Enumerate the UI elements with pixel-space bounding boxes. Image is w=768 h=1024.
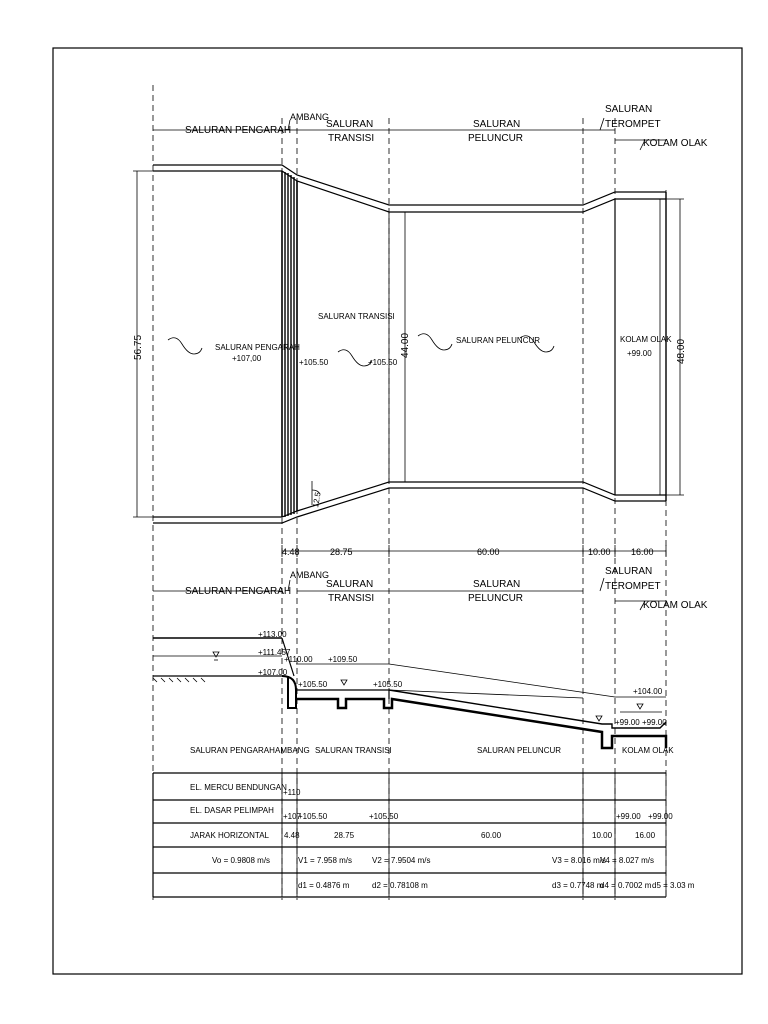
plan-title-peluncur-1: SALURAN	[473, 119, 521, 130]
plan-top-wall-inner	[153, 171, 666, 212]
el-104: +104.00	[633, 687, 663, 696]
cell-mercu-ambang: +110	[283, 788, 301, 797]
profile-title-peluncur-2: PELUNCUR	[468, 593, 524, 604]
plan-title-transisi-1: SALURAN	[326, 119, 374, 130]
profile-title-peluncur-1: SALURAN	[473, 579, 521, 590]
flow-arrow-icon	[338, 350, 372, 366]
plan-peluncur-name: SALURAN PELUNCUR	[456, 336, 541, 345]
velocity-v4: V4 = 8.027 m/s	[600, 856, 655, 865]
depth-d1: d1 = 0.4876 m	[298, 881, 350, 890]
plan-title-ambang: AMBANG	[290, 112, 330, 122]
el-109-5: +109.50	[328, 655, 358, 664]
plan-bottom-wall	[153, 488, 666, 523]
cell-jarak-transisi: 28.75	[334, 831, 355, 840]
plan-transisi-name: SALURAN TRANSISI	[318, 312, 395, 321]
plan-bottom-wall-inner	[153, 482, 666, 517]
el-111: +111.457	[258, 648, 291, 657]
data-table	[153, 773, 695, 897]
el-107: +107.00	[258, 668, 288, 677]
plan-title-terompet-2: TEROMPET	[605, 119, 661, 130]
el-105-5b: +105.50	[373, 680, 403, 689]
plan-kolam-el: +99.00	[627, 349, 652, 358]
plan-width-left: 56.75	[133, 334, 144, 360]
cell-jarak-kolam: 16.00	[635, 831, 656, 840]
plan-title-terompet-1: SALURAN	[605, 104, 653, 115]
plan-pengarah-name: SALURAN PENGARAH	[215, 343, 300, 352]
plan-kolam-name: KOLAM OLAK	[620, 335, 672, 344]
profile-view	[153, 566, 708, 755]
peluncur-water-line	[389, 664, 615, 697]
depth-d2: d2 = 0.78108 m	[372, 881, 428, 890]
profile-title-terompet-1: SALURAN	[605, 566, 653, 577]
plan-title-transisi-2: TRANSISI	[328, 133, 375, 144]
el-99a: +99.00	[615, 718, 640, 727]
velocity-v0: Vo = 0.9808 m/s	[212, 856, 271, 865]
plan-length-1: 4.48	[282, 547, 300, 557]
plan-title-pengarah: SALURAN PENGARAH	[185, 125, 292, 136]
plan-transisi-el-right: +105.50	[368, 358, 398, 367]
row-label-dasar: EL. DASAR PELIMPAH	[190, 806, 274, 815]
profile-bottom-kolam: KOLAM OLAK	[622, 746, 674, 755]
profile-bottom-peluncur: SALURAN PELUNCUR	[477, 746, 562, 755]
plan-view	[133, 85, 708, 900]
plan-title-kolam: KOLAM OLAK	[643, 138, 708, 149]
profile-bottom-ambang: AMBANG	[275, 746, 310, 755]
flow-arrow-icon	[418, 334, 452, 350]
profile-bottom-pengarah: SALURAN PENGARAH	[190, 746, 275, 755]
cell-dasar-ambang: +107	[283, 812, 302, 821]
weir-crest	[282, 676, 296, 708]
velocity-v2: V2 = 7.9504 m/s	[372, 856, 431, 865]
plan-pengarah-el: +107,00	[232, 354, 262, 363]
water-level-icon	[341, 680, 347, 685]
el-113: +113.00	[258, 630, 287, 639]
plan-title-peluncur-2: PELUNCUR	[468, 133, 524, 144]
depth-d5: d5 = 3.03 m	[652, 881, 695, 890]
cell-jarak-ambang: 4.48	[284, 831, 300, 840]
profile-title-transisi-2: TRANSISI	[328, 593, 375, 604]
cell-dasar-terompet: +99.00	[616, 812, 641, 821]
profile-title-ambang: AMBANG	[290, 570, 330, 580]
profile-title-kolam: KOLAM OLAK	[643, 600, 708, 611]
plan-length-3: 60.00	[477, 547, 500, 557]
profile-title-pengarah: SALURAN PENGARAH	[185, 586, 292, 597]
plan-length-5: 16.00	[631, 547, 654, 557]
plan-width-mid: 44.00	[400, 332, 411, 358]
el-99b: +99.00	[642, 718, 667, 727]
plan-length-2: 28.75	[330, 547, 353, 557]
profile-title-terompet-2: TEROMPET	[605, 581, 661, 592]
profile-title-transisi-1: SALURAN	[326, 579, 374, 590]
flow-arrow-icon	[168, 338, 202, 354]
depth-d3: d3 = 0.7748 m	[552, 881, 604, 890]
plan-length-4: 10.00	[588, 547, 611, 557]
row-label-mercu: EL. MERCU BENDUNGAN	[190, 783, 287, 792]
cell-dasar-transisi-a: +105.50	[298, 812, 328, 821]
water-level-icon	[596, 716, 602, 721]
plan-angle: 12.5	[311, 491, 323, 509]
el-105-5a: +105.50	[298, 680, 328, 689]
el-110: +110.00	[284, 655, 313, 664]
cell-jarak-terompet: 10.00	[592, 831, 613, 840]
cell-jarak-peluncur: 60.00	[481, 831, 502, 840]
velocity-v3: V3 = 8.016 m/s	[552, 856, 607, 865]
plan-transisi-el-left: +105.50	[299, 358, 329, 367]
cell-dasar-transisi-b: +105.50	[369, 812, 399, 821]
velocity-v1: V1 = 7.958 m/s	[298, 856, 353, 865]
cell-dasar-kolam: +99.00	[648, 812, 673, 821]
row-label-jarak: JARAK HORIZONTAL	[190, 831, 269, 840]
plan-width-right: 48.00	[676, 338, 687, 364]
depth-d4: d4 = 0.7002 m	[600, 881, 652, 890]
water-level-icon	[637, 704, 643, 709]
profile-bottom-transisi: SALURAN TRANSISI	[315, 746, 392, 755]
